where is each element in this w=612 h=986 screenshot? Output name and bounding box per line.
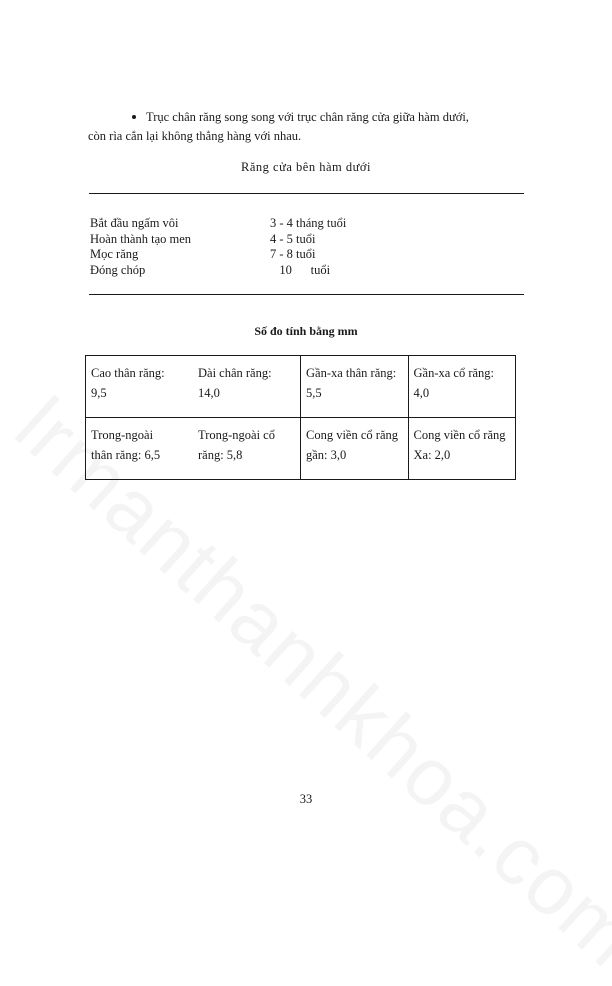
dev-value: 10 tuổi: [270, 262, 331, 277]
table-cell: Dài chân răng: 14,0: [193, 356, 301, 418]
table-row: [86, 356, 516, 418]
dev-value: 7 - 8 tuổi: [270, 247, 316, 261]
table-cell: Cong viền cổ răng gần: 3,0: [301, 418, 409, 480]
table-cell: Trong-ngoài thân răng: 6,5: [86, 418, 194, 480]
table-cell: Trong-ngoài cổ răng: 5,8: [193, 418, 301, 480]
dev-value: 3 - 4 tháng tuổi: [270, 216, 347, 230]
section-title-lower-lateral-incisor: Răng cửa bên hàm dưới: [241, 160, 371, 174]
dev-label: Bắt đầu ngấm vôi: [90, 216, 179, 230]
paragraph-text-1: Trục chân răng song song với trục chân răng cửa giữa hàm dưới,: [146, 110, 469, 124]
table-cell: Cao thân răng: 9,5: [86, 356, 194, 418]
dev-label: Đóng chóp: [90, 262, 146, 277]
bottom-rule: [89, 294, 524, 295]
section-title-measurements: Số đo tính bằng mm: [254, 324, 358, 338]
bullet-icon: [132, 115, 136, 119]
dev-label: Mọc răng: [90, 247, 139, 261]
dev-label: Hoàn thành tạo men: [90, 231, 192, 246]
top-rule: [89, 193, 524, 194]
table-cell: Gần-xa thân răng: 5,5: [301, 356, 409, 418]
dev-value: 4 - 5 tuổi: [270, 231, 316, 246]
table-cell: Gần-xa cổ răng: 4,0: [408, 356, 516, 418]
paragraph-line-1: [88, 108, 524, 127]
table-cell: Cong viền cổ răng Xa: 2,0: [408, 418, 516, 480]
bullet-paragraph: [88, 108, 524, 146]
paragraph-line-2: còn rìa cắn lại không thẳng hàng với nhau.: [88, 129, 302, 143]
measurements-table: [85, 355, 516, 480]
page-number: 33: [299, 792, 313, 806]
table-row: [86, 418, 516, 480]
